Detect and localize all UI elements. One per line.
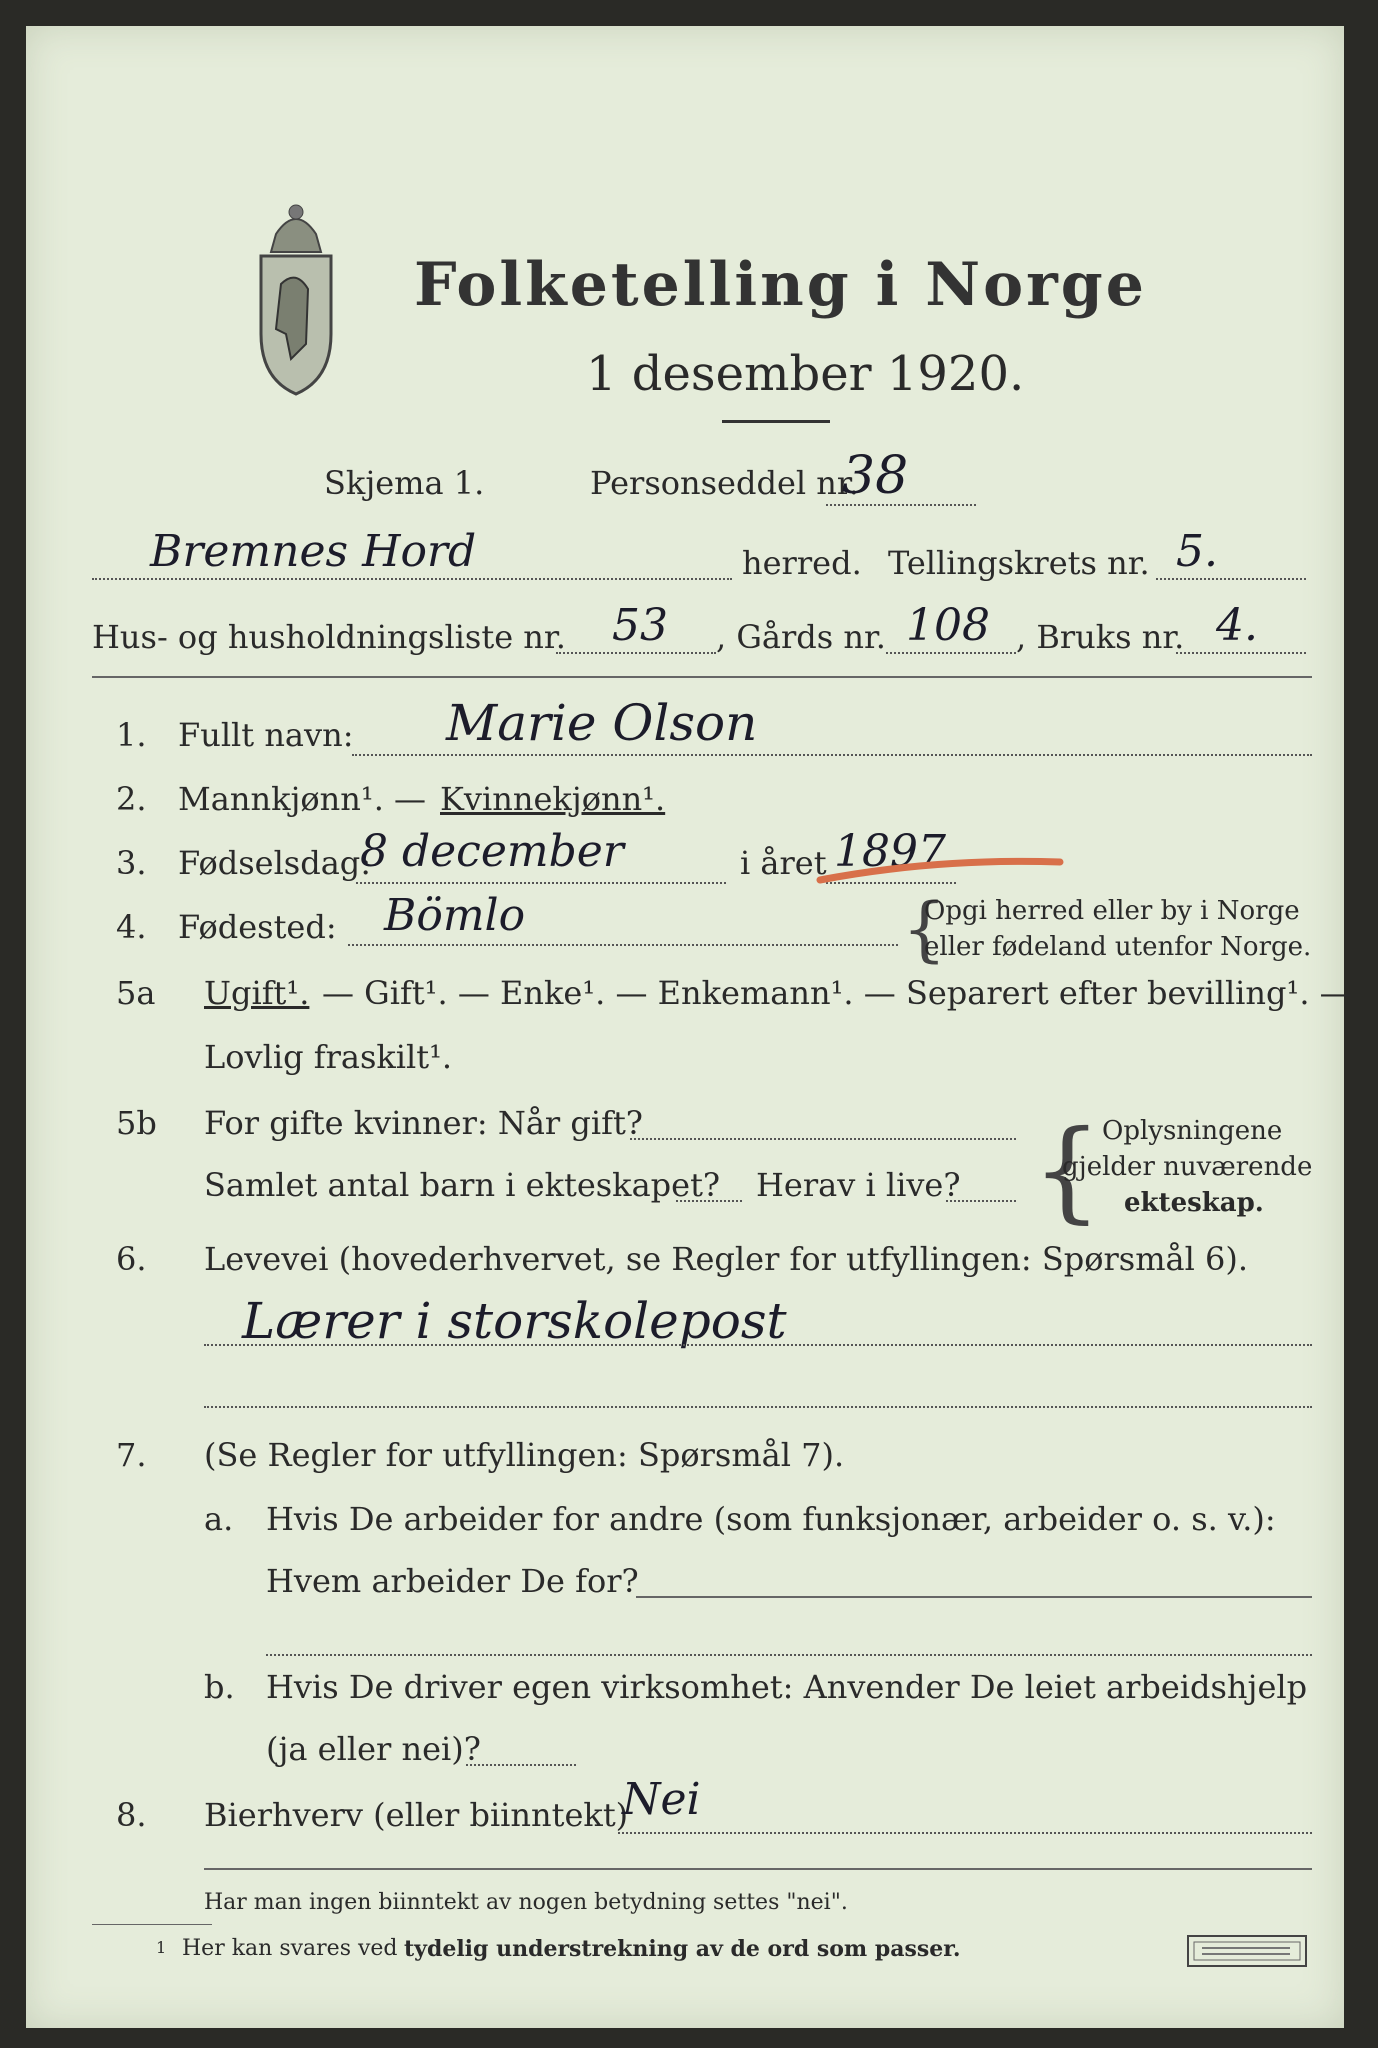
- herred-value[interactable]: Bremnes Hord: [150, 526, 477, 577]
- i-live-dotline[interactable]: [946, 1200, 1016, 1202]
- naar-gift-dotline[interactable]: [630, 1138, 1016, 1140]
- form-title: Folketelling i Norge: [414, 250, 1147, 320]
- bruks-label: , Bruks nr.: [1016, 618, 1185, 656]
- q7a-number: a.: [204, 1500, 234, 1538]
- census-form: [26, 26, 1352, 2028]
- footnote-text-b: tydelig understrekning av de ord som passer.: [404, 1936, 961, 1962]
- q6-label: Levevei (hovederhvervet, se Regler for utfyllingen: Spørsmål 6).: [204, 1240, 1249, 1278]
- q5b-number: 5b: [116, 1104, 157, 1142]
- side-income-value[interactable]: Nei: [622, 1774, 701, 1825]
- employer-label: Hvem arbeider De for?: [266, 1562, 639, 1600]
- tellingskrets-value[interactable]: 5.: [1176, 526, 1218, 577]
- tellingskrets-label: Tellingskrets nr.: [888, 544, 1150, 582]
- tellingskrets-dotline: [1156, 578, 1306, 580]
- q3-number: 3.: [116, 844, 147, 882]
- employer-line[interactable]: [636, 1596, 1312, 1598]
- birthplace-dotline: [348, 944, 898, 946]
- q7-label: (Se Regler for utfyllingen: Spørsmål 7).: [204, 1436, 845, 1474]
- q8-label: Bierhverv (eller biinntekt): [204, 1796, 629, 1834]
- herred-label: herred.: [742, 544, 862, 582]
- q7-number: 7.: [116, 1436, 147, 1474]
- personseddel-value[interactable]: 38: [842, 446, 909, 506]
- q2-number: 2.: [116, 780, 147, 818]
- q1-label: Fullt navn:: [178, 716, 354, 754]
- full-name-dotline: [352, 754, 1312, 756]
- hus-label: Hus- og husholdningsliste nr.: [92, 618, 566, 656]
- occupation-line-1: [204, 1344, 1312, 1346]
- footer-note: Har man ingen biinntekt av nogen betydning settes "nei".: [204, 1890, 848, 1915]
- red-pencil-mark: [816, 852, 1066, 888]
- gards-label: , Gårds nr.: [716, 618, 886, 656]
- marriage-note-3: ekteskap.: [1124, 1188, 1264, 1218]
- birthplace-note-1: Opgi herred eller by i Norge: [924, 896, 1300, 926]
- q8-number: 8.: [116, 1796, 147, 1834]
- marriage-brace: {: [1032, 1106, 1102, 1234]
- occupation-value[interactable]: Lærer i storskolepost: [242, 1292, 787, 1350]
- marriage-note-2: gjelder nuværende: [1062, 1152, 1313, 1182]
- employer-line-2[interactable]: [266, 1654, 1312, 1656]
- mannkjonn-option[interactable]: Mannkjønn¹. —: [178, 780, 427, 818]
- birthday-dotline: [356, 882, 726, 884]
- side-income-dotline: [618, 1832, 1312, 1834]
- i-live-label: Herav i live?: [756, 1166, 961, 1204]
- lovlig-fraskilt-option[interactable]: Lovlig fraskilt¹.: [204, 1038, 453, 1076]
- marital-options[interactable]: — Gift¹. — Enke¹. — Enkemann¹. — Separert efter bevilling¹. —: [322, 974, 1352, 1012]
- antal-barn-label: Samlet antal barn i ekteskapet?: [204, 1166, 721, 1204]
- gards-value[interactable]: 108: [906, 600, 990, 651]
- census-date: 1 desember 1920.: [586, 346, 1025, 402]
- birthplace-value[interactable]: Bömlo: [384, 890, 526, 941]
- birth-year-value[interactable]: 1897: [834, 826, 946, 877]
- marriage-note-1: Oplysningene: [1102, 1116, 1283, 1146]
- hus-dotline: [556, 652, 716, 654]
- title-rule: [722, 420, 830, 423]
- birthday-value[interactable]: 8 december: [360, 826, 624, 877]
- q7b-label: Hvis De driver egen virksomhet: Anvender De leiet arbeidshjelp: [266, 1668, 1308, 1706]
- antal-barn-dotline[interactable]: [676, 1200, 742, 1202]
- printer-stamp-icon: [1186, 1934, 1308, 1968]
- bruks-dotline: [1176, 652, 1306, 654]
- q1-number: 1.: [116, 716, 147, 754]
- footnote-text-a: Her kan svares ved: [182, 1936, 398, 1961]
- ugift-option[interactable]: Ugift¹.: [204, 974, 310, 1012]
- footnote-rule: [92, 1924, 212, 1925]
- gards-dotline: [886, 652, 1016, 654]
- q7b-number: b.: [204, 1668, 235, 1706]
- header-rule: [92, 676, 1312, 678]
- personseddel-dotline: [826, 504, 976, 506]
- herred-dotline: [92, 578, 732, 580]
- personseddel-label: Personseddel nr.: [590, 464, 859, 502]
- bruks-value[interactable]: 4.: [1216, 600, 1258, 651]
- ja-nei-dotline[interactable]: [466, 1764, 576, 1766]
- q6-number: 6.: [116, 1240, 147, 1278]
- q5a-number: 5a: [116, 974, 156, 1012]
- birthplace-brace: {: [902, 888, 947, 970]
- footer-rule: [204, 1868, 1312, 1870]
- hus-value[interactable]: 53: [612, 600, 668, 651]
- naar-gift-label: For gifte kvinner: Når gift?: [204, 1104, 643, 1142]
- full-name-value[interactable]: Marie Olson: [446, 694, 758, 752]
- q4-label: Fødested:: [178, 908, 337, 946]
- year-label: i året: [740, 844, 827, 882]
- q3-label: Fødselsdag:: [178, 844, 372, 882]
- kvinnekjonn-option[interactable]: Kvinnekjønn¹.: [440, 780, 666, 818]
- occupation-line-2[interactable]: [204, 1406, 1312, 1408]
- q7a-label: Hvis De arbeider for andre (som funksjonær, arbeider o. s. v.):: [266, 1500, 1276, 1538]
- ja-nei-label: (ja eller nei)?: [266, 1730, 481, 1768]
- skjema-label: Skjema 1.: [324, 464, 485, 502]
- coat-of-arms-icon: [246, 194, 346, 404]
- q4-number: 4.: [116, 908, 147, 946]
- birthplace-note-2: eller fødeland utenfor Norge.: [924, 932, 1312, 962]
- footnote-number: 1: [156, 1938, 167, 1957]
